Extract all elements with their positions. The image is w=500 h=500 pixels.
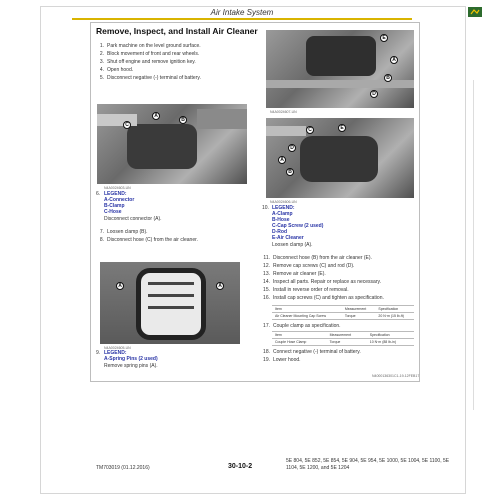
table-cell: Air Cleaner Mounting Cap Screw <box>272 313 342 320</box>
page-spine <box>471 80 474 410</box>
step-item <box>96 58 261 66</box>
figure-9-legend <box>96 350 158 369</box>
table-cell: Torque <box>342 313 376 320</box>
step-17 <box>262 322 422 330</box>
table-header-cell: Specification <box>375 306 414 313</box>
table-header-row <box>272 332 414 339</box>
step-text: Remove air cleaner (E). <box>273 271 326 277</box>
legend-item: C-Hose <box>104 209 122 215</box>
figure-10-legend <box>262 205 323 248</box>
photo-shape <box>127 124 197 169</box>
photo-shape <box>148 306 194 309</box>
step-text: Remove cap screws (C) and rod (D). <box>273 263 355 269</box>
callout-marker: A <box>152 112 160 120</box>
legend-item: E-Air Cleaner <box>272 235 304 241</box>
callout-marker: B <box>179 116 187 124</box>
step-number: 14. <box>263 279 270 285</box>
table-header-cell: Item <box>272 306 342 313</box>
step-number: 1. <box>99 43 104 49</box>
step-item <box>262 286 422 294</box>
figure-number: 10. <box>262 205 269 211</box>
legend-item: A-Connector <box>104 197 135 203</box>
photo-shape <box>148 294 194 297</box>
step-number: 16. <box>263 295 270 301</box>
callout-marker: B <box>286 168 294 176</box>
photo-shape <box>148 282 194 285</box>
section-header <box>72 8 412 22</box>
step-number: 4. <box>99 67 104 73</box>
step-item <box>96 228 261 236</box>
step-text: Block movement of front and rear wheels. <box>107 51 200 57</box>
table-row <box>272 339 414 346</box>
step-number: 5. <box>99 75 104 81</box>
figure-caption: Loosen clamp (A). <box>272 242 313 248</box>
spec-table-hose-clamp <box>272 331 414 346</box>
photo-shape <box>197 109 247 129</box>
figure-6-photo <box>97 104 247 184</box>
step-text: Lower hood. <box>273 357 301 363</box>
step-number: 3. <box>99 59 104 65</box>
step-item <box>262 254 422 262</box>
legend-item: C-Cap Screw (2 used) <box>272 223 324 229</box>
step-number: 13. <box>263 271 270 277</box>
step-item <box>96 50 261 58</box>
table-cell: Torque <box>327 339 367 346</box>
legend-title: LEGEND: <box>104 350 127 356</box>
step-text: Shut off engine and remove ignition key. <box>107 59 196 65</box>
callout-marker: A <box>116 282 124 290</box>
photo-shape <box>300 136 378 182</box>
step-text: Couple clamp as specification. <box>273 323 341 329</box>
photo-shape <box>97 114 137 126</box>
callout-marker: D <box>370 90 378 98</box>
table-header-row <box>272 306 414 313</box>
step-text: Disconnect negative (-) terminal of battery. <box>107 75 201 81</box>
table-cell: 10 N·m (88 lb-in) <box>367 339 414 346</box>
step-item <box>262 322 422 330</box>
step-item <box>262 294 422 302</box>
callout-marker: B <box>384 74 392 82</box>
table-header-cell: Measurement <box>327 332 367 339</box>
steps-right <box>262 254 422 302</box>
step-item <box>262 356 422 364</box>
step-number: 19. <box>263 357 270 363</box>
step-number: 12. <box>263 263 270 269</box>
figure-caption: Disconnect connector (A). <box>104 216 162 222</box>
legend-item: B-Hose <box>272 217 290 223</box>
step-text: Inspect all parts. Repair or replace as necessary. <box>273 279 382 285</box>
legend-item: A-Clamp <box>272 211 293 217</box>
table-header-cell: Specification <box>367 332 414 339</box>
step-item <box>96 74 261 82</box>
callout-marker: A <box>216 282 224 290</box>
figure-6-legend <box>96 191 162 222</box>
legend-title: LEGEND: <box>272 205 295 211</box>
step-item <box>96 236 261 244</box>
photo-shape <box>266 126 306 136</box>
step-text: Disconnect hose (C) from the air cleaner. <box>107 237 198 243</box>
callout-marker: C <box>123 121 131 129</box>
step-item <box>96 42 261 50</box>
table-header-cell: Measurement <box>342 306 376 313</box>
callout-marker: A <box>278 156 286 164</box>
photo-shape <box>266 80 414 88</box>
step-text: Install in reverse order of removal. <box>273 287 349 293</box>
step-text: Install cap screws (C) and tighten as specification. <box>273 295 384 301</box>
step-item <box>262 262 422 270</box>
figure-9-code: N4A0024605-UN <box>104 346 131 350</box>
section-header-text: Air Intake System <box>210 8 274 17</box>
step-number: 17. <box>263 323 270 329</box>
steps-end <box>262 348 422 364</box>
figure-number: 6. <box>96 191 101 197</box>
legend-item: B-Clamp <box>104 203 125 209</box>
table-row <box>272 313 414 320</box>
callout-marker: E <box>380 34 388 42</box>
figure-9-photo <box>100 262 240 344</box>
step-number: 2. <box>99 51 104 57</box>
figure-number: 9. <box>96 350 101 356</box>
step-text: Connect negative (-) terminal of battery. <box>273 349 361 355</box>
procedure-title: Remove, Inspect, and Install Air Cleaner <box>96 26 258 36</box>
footer-models: 5E 804, 5E 852, 5E 854, 5E 904, 5E 954, 5E 1000, 5E 1004, 5E 1100, 5E 1104, 5E 1200, and 5E 1204 <box>286 458 450 471</box>
callout-marker: D <box>288 144 296 152</box>
spec-table-cap-screw <box>272 305 414 320</box>
table-cell: Couple Hose Clamp <box>272 339 327 346</box>
figure-top-right-photo <box>266 30 414 108</box>
header-rule <box>72 18 412 20</box>
step-number: 7. <box>99 229 104 235</box>
step-number: 18. <box>263 349 270 355</box>
photo-shape <box>136 268 206 340</box>
step-item <box>262 348 422 356</box>
callout-marker: E <box>338 124 346 132</box>
step-text: Park machine on the level ground surface. <box>107 43 201 49</box>
step-number: 11. <box>263 255 270 261</box>
step-text: Disconnect hose (B) from the air cleaner (E). <box>273 255 372 261</box>
brand-mark-icon <box>468 7 482 17</box>
figure-caption: Remove spring pins (A). <box>104 363 158 369</box>
figure-6-code: N4A0024603-UN <box>104 186 131 190</box>
document-code: N4000136301C1-19-12FEB17 <box>372 374 420 378</box>
legend-item: D-Rod <box>272 229 287 235</box>
table-cell: 20 N·m (15 lb-ft) <box>375 313 414 320</box>
photo-shape <box>306 36 376 76</box>
step-number: 15. <box>263 287 270 293</box>
step-text: Open hood. <box>107 67 134 73</box>
figure-top-code: N4A0024607-UN <box>270 110 297 114</box>
step-item <box>96 66 261 74</box>
legend-item: A-Spring Pins (2 used) <box>104 356 158 362</box>
steps-after-figure-6 <box>96 228 261 244</box>
legend-title: LEGEND: <box>104 191 127 197</box>
figure-10-photo <box>266 118 414 198</box>
step-item <box>262 270 422 278</box>
step-item <box>262 278 422 286</box>
callout-marker: A <box>390 56 398 64</box>
footer-manual-id: TM703019 (01.12.2016) <box>96 465 150 471</box>
footer-page-number: 30-10-2 <box>228 463 253 470</box>
steps-left <box>96 42 261 82</box>
step-text: Loosen clamp (B). <box>107 229 148 235</box>
step-number: 8. <box>99 237 104 243</box>
callout-marker: C <box>306 126 314 134</box>
table-header-cell: Item <box>272 332 327 339</box>
figure-10-code: N4A0024606-UN <box>270 200 297 204</box>
